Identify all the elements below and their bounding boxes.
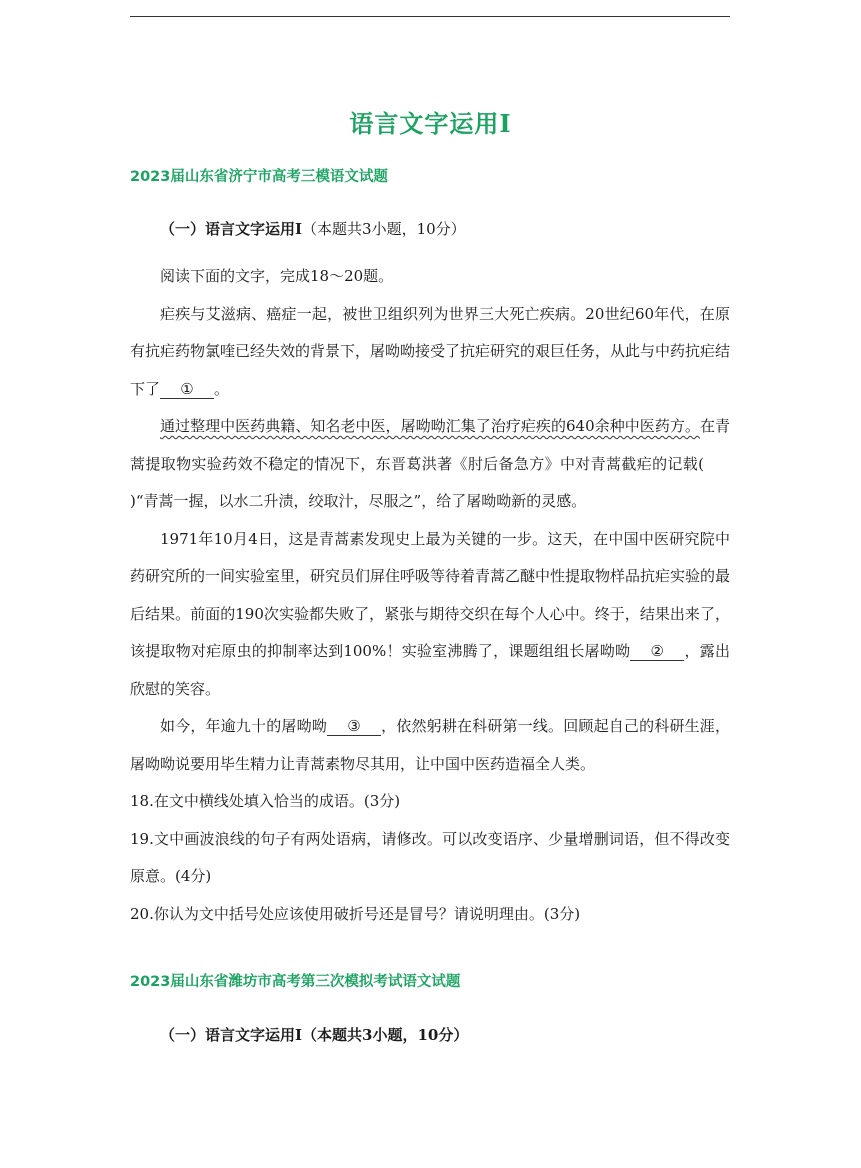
paragraph-1-text: 疟疾与艾滋病、癌症一起，被世卫组织列为世界三大死亡疾病。20世纪60年代，在原有抗疟药物氯喹已经失效的背景下，屠呦呦接受了抗疟研究的艰巨任务，从此与中药抗疟结下了 <box>130 304 731 398</box>
page-title: 语言文字运用Ⅰ <box>349 109 512 138</box>
paragraph-3 <box>130 521 730 709</box>
part-heading-1 <box>160 218 466 239</box>
paragraph-1 <box>130 296 730 409</box>
question-19: 19.文中画波浪线的句子有两处语病，请修改。可以改变语序、少量增删词语，但不得改变原意。(4分) <box>130 829 730 885</box>
question-20: 20.你认为文中括号处应该使用破折号还是冒号？请说明理由。(3分) <box>130 904 581 923</box>
wavy-sentence: 通过整理中医药典籍、知名老中医，屠呦呦汇集了治疗疟疾的640余种中医药方。 <box>160 417 700 435</box>
part-heading-1-label: （一）语言文字运用Ⅰ <box>160 220 303 238</box>
paragraph-1-end: 。 <box>214 379 230 398</box>
paragraph-2-end: “青蒿一握，以水二升渍，绞取汁，尽服之”，给了屠呦呦新的灵感。 <box>135 492 587 510</box>
paragraph-4 <box>130 708 730 783</box>
blank-3: ③ <box>327 717 381 736</box>
paragraph-2 <box>130 408 730 521</box>
blank-1: ① <box>160 380 214 399</box>
blank-2: ② <box>630 642 684 661</box>
question-18: 18.在文中横线处填入恰当的成语。(3分) <box>130 792 401 810</box>
paragraph-2-text: 在青蒿提取物实验药效不稳定的情况下，东晋葛洪著《肘后备急方》中对青蒿截疟的记载( <box>130 417 730 473</box>
paragraph-2-close: ) <box>130 492 136 510</box>
paragraph-4-text: 如今，年逾九十的屠呦呦 <box>160 717 327 735</box>
paragraph-4-end: ，依然躬耕在科研第一线。回顾起自己的科研生涯，屠呦呦说要用毕生精力让青蒿素物尽其用，让中国中医药造福全人类。 <box>130 717 730 773</box>
part-heading-1-meta: （本题共3小题，10分） <box>302 220 466 238</box>
paragraph-3-text: 1971年10月4日，这是青蒿素发现史上最为关键的一步。这天，在中国中医研究院中药研究所的一间实验室里，研究员们屏住呼吸等待着青蒿乙醚中性提取物样品抗疟实验的最后结果。前面的190次实验都失败了，紧张与期待交织在每个人心中。终于，结果出来了，该提取物对疟原虫的抑制率达到100%！实验室沸腾了，课题组组长屠呦呦 <box>130 529 731 660</box>
instruction: 阅读下面的文字，完成18～20题。 <box>160 267 394 285</box>
passage <box>130 258 730 933</box>
part-heading-2: （一）语言文字运用Ⅰ（本题共3小题，10分） <box>160 1026 469 1044</box>
section-heading-jining: 2023届山东省济宁市高考三模语文试题 <box>130 169 388 185</box>
header-rule <box>130 16 730 17</box>
paragraph-3-end: ，露出欣慰的笑容。 <box>130 642 730 698</box>
section-heading-weifang: 2023届山东省潍坊市高考第三次模拟考试语文试题 <box>130 974 461 990</box>
